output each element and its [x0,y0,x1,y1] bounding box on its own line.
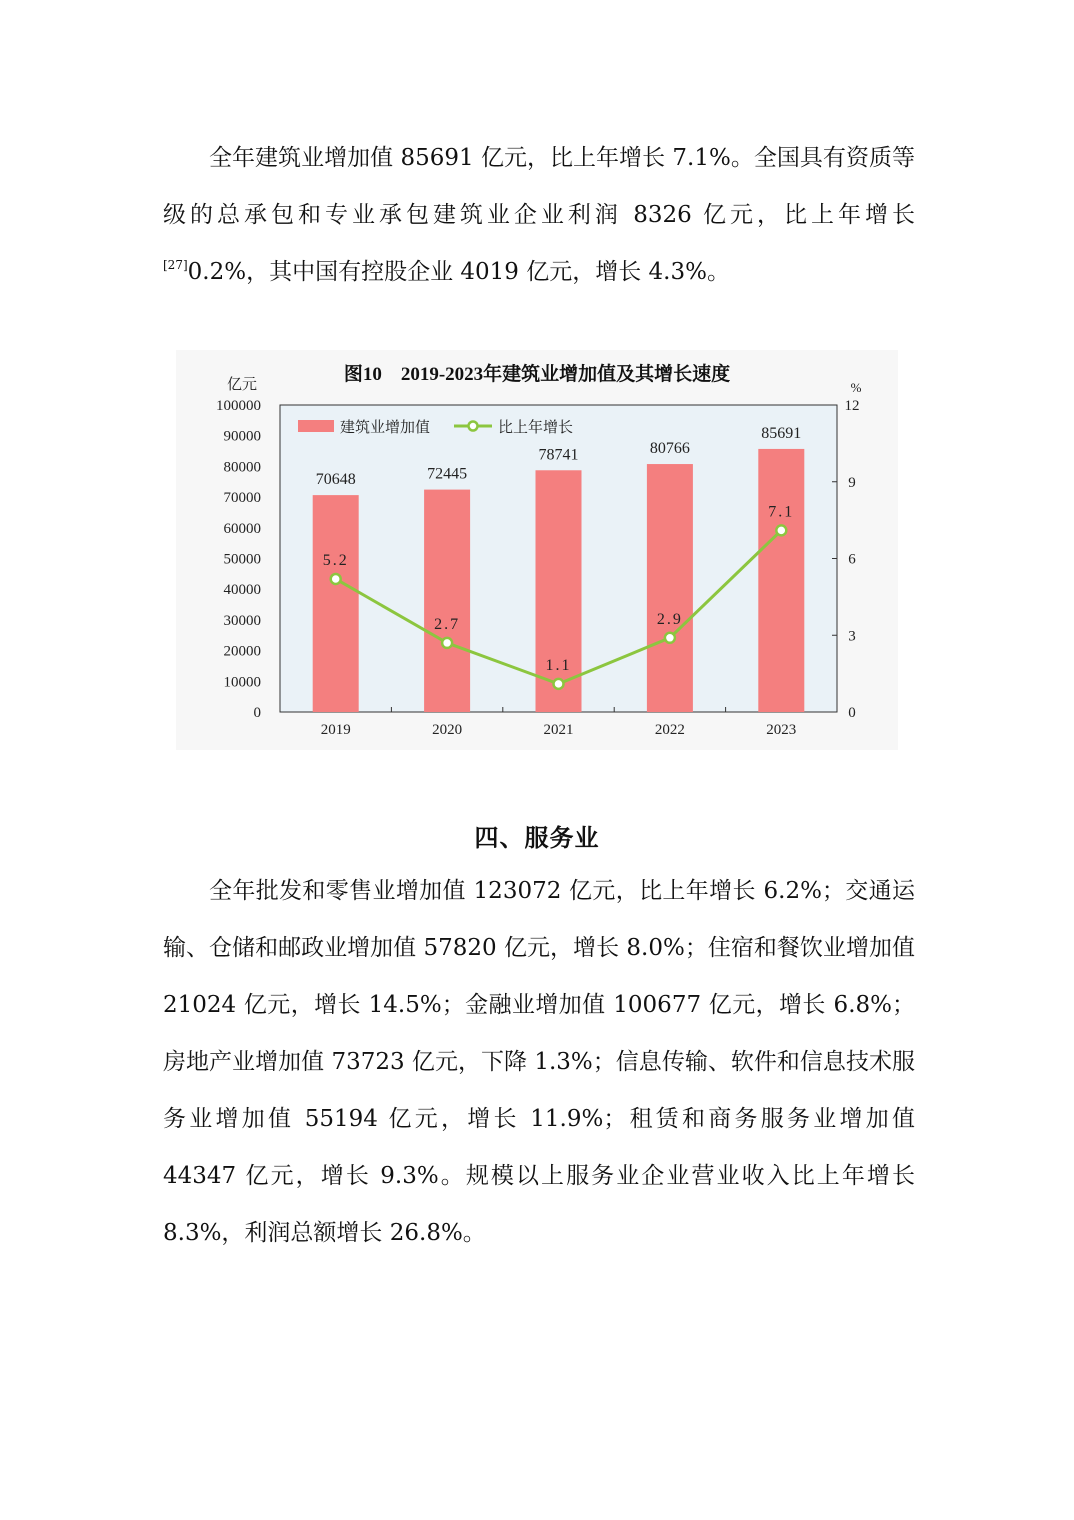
left-tick-label: 100000 [216,398,261,414]
section-title: 四、服务业 [474,824,600,852]
left-tick-label: 10000 [223,674,261,691]
left-tick-label: 80000 [223,459,261,476]
bar-label-2023: 85691 [761,424,802,442]
right-tick-label: 3 [848,628,856,645]
legend-line-label: 比上年增长 [498,420,574,436]
chart-title: 图10 2019-2023年建筑业增加值及其增长速度 [343,364,731,385]
left-tick-label: 20000 [223,643,261,660]
footnote-ref[interactable]: [27] [163,258,188,272]
growth-label-2023: 7.1 [768,503,795,521]
growth-label-2022: 2.9 [656,610,683,628]
bar-label-2022: 80766 [649,440,690,458]
chart-svg [176,350,898,750]
construction-chart [176,350,898,750]
left-tick-label: 0 [253,705,261,721]
bar-2023 [758,449,804,712]
left-tick-label: 70000 [223,490,261,507]
right-tick-label: 6 [848,551,856,568]
growth-point-2020 [442,638,452,648]
paragraph-construction-text-a: 全年建筑业增加值 85691 亿元，比上年增长 7.1%。全国具有资质等级的总承包和专业承包建筑业企业利润 8326 亿元，比上年增长 [163,145,915,228]
x-tick-label: 2020 [432,722,463,738]
x-tick-label: 2021 [543,722,574,738]
right-tick-label: 12 [844,398,860,414]
legend-bar-label: 建筑业增加值 [340,420,431,436]
bar-label-2019: 70648 [315,471,356,489]
left-tick-label: 90000 [223,428,261,445]
bar-2022 [647,464,693,712]
legend-line-marker [469,422,478,431]
growth-point-2023 [776,525,786,535]
paragraph-construction-text-b: 0.2%，其中国有控股企业 4019 亿元，增长 4.3%。 [187,259,730,285]
left-tick-label: 60000 [223,520,261,537]
right-axis-unit: % [850,380,862,395]
growth-label-2020: 2.7 [434,615,461,633]
growth-point-2021 [554,679,564,689]
growth-label-2019: 5.2 [322,551,349,569]
bar-2020 [424,490,470,712]
bar-2019 [313,495,359,712]
x-tick-label: 2022 [654,722,685,738]
right-tick-label: 0 [848,705,856,721]
growth-point-2019 [331,574,341,584]
left-tick-label: 30000 [223,612,261,629]
x-tick-label: 2019 [320,722,351,738]
growth-point-2022 [665,633,675,643]
growth-label-2021: 1.1 [545,656,572,674]
x-tick-label: 2023 [766,722,797,738]
paragraph-construction [163,130,915,301]
left-tick-label: 40000 [223,582,261,599]
left-tick-label: 50000 [223,551,261,568]
bar-label-2020: 72445 [427,465,468,483]
paragraph-services: 全年批发和零售业增加值 123072 亿元，比上年增长 6.2%；交通运输、仓储和邮政业增加值 57820 亿元，增长 8.0%；住宿和餐饮业增加值 21024 亿元，增长 14.5%；金融业增加值 100677 亿元，增长 6.8%；房地产业增加值 73723 亿元，下降 1.3%；信息传输、软件和信息技术服务业增加值 55194 亿元，增长 11.9%；租赁和商务服务业增加值 44347 亿元，增长 9.3%。规模以上服务业企业营业收入比上年增长 8.3%，利润总额增长 26.8%。 [163,878,915,1246]
right-tick-label: 9 [848,474,856,491]
left-axis-unit: 亿元 [226,377,258,393]
legend-bar-swatch [298,420,334,432]
bar-label-2021: 78741 [538,446,579,464]
